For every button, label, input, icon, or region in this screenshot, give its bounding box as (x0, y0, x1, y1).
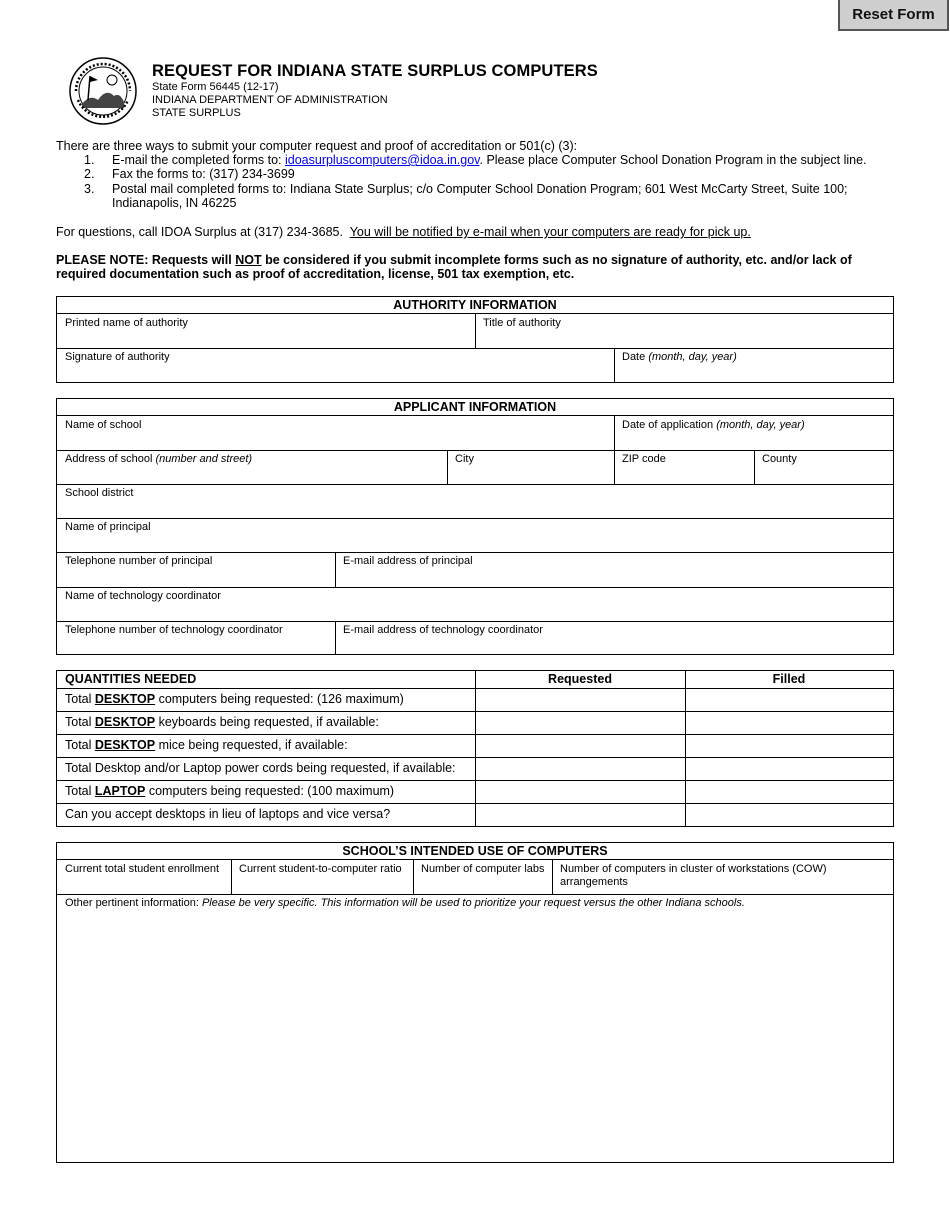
school-district-field[interactable]: School district (65, 487, 134, 499)
tech-coordinator-phone-field[interactable]: Telephone number of technology coordinator (65, 624, 283, 636)
principal-name-field[interactable]: Name of principal (65, 521, 151, 533)
intended-use-heading: SCHOOL’S INTENDED USE OF COMPUTERS (57, 843, 893, 860)
filled-desktop-computers-input[interactable] (686, 689, 893, 711)
school-address-field[interactable]: Address of school (number and street) (65, 453, 253, 465)
requested-accept-substitutes-input[interactable] (476, 804, 684, 826)
authority-section (56, 296, 894, 383)
instruction-fax: Fax the forms to: (317) 234-3699 (112, 167, 295, 181)
applicant-section (56, 398, 894, 655)
computer-labs-field[interactable]: Number of computer labs (421, 863, 545, 875)
requested-laptop-computers-input[interactable] (476, 781, 684, 803)
cow-computers-field[interactable]: Number of computers in cluster of workstations (COW) arrangements (560, 863, 827, 888)
school-name-field[interactable]: Name of school (65, 419, 142, 431)
please-note-line1: PLEASE NOTE: Requests will NOT be considered if you submit incomplete forms such as no signature of authority, etc. and/or lack of (56, 253, 852, 267)
department-name: INDIANA DEPARTMENT OF ADMINISTRATION (152, 94, 388, 106)
authority-heading: AUTHORITY INFORMATION (57, 297, 893, 314)
quantities-table (56, 670, 894, 827)
quantity-row-desktop-computers: Total DESKTOP computers being requested: (126 maximum) (65, 692, 404, 706)
intended-use-section (56, 842, 894, 1163)
instruction-mail-line1: Postal mail completed forms to: Indiana State Surplus; c/o Computer School Donation Program; 601 West McCarty Street, Suite 100; (112, 182, 848, 196)
instruction-mail-line2: Indianapolis, IN 46225 (112, 196, 237, 210)
quantity-row-laptop-computers: Total LAPTOP computers being requested: (100 maximum) (65, 784, 395, 798)
reset-form-button[interactable]: Reset Form (838, 0, 949, 31)
authority-date-field[interactable]: Date (month, day, year) (622, 351, 737, 363)
other-information-textarea[interactable]: Other pertinent information: Please be very specific. This information will be used to prioritize your request versus the other Indiana schools. (65, 897, 745, 909)
quantities-heading: QUANTITIES NEEDED (65, 672, 197, 686)
requested-desktop-computers-input[interactable] (476, 689, 684, 711)
questions-line: For questions, call IDOA Surplus at (317) 234-3685. You will be notified by e-mail when your computers are ready for pick up. (56, 225, 751, 239)
instruction-email: E-mail the completed forms to: idoasurpluscomputers@idoa.in.gov. Please place Computer School Donation Program in the subject line. (112, 153, 867, 167)
tech-coordinator-email-field[interactable]: E-mail address of technology coordinator (343, 624, 543, 636)
county-field[interactable]: County (762, 453, 797, 465)
requested-power-cords-input[interactable] (476, 758, 684, 780)
requested-column-header: Requested (548, 672, 612, 686)
quantity-row-desktop-keyboards: Total DESKTOP keyboards being requested, if available: (65, 715, 379, 729)
title-field[interactable]: Title of authority (483, 317, 561, 329)
please-note-line2: required documentation such as proof of accreditation, license, 501 tax exemption, etc. (56, 267, 575, 281)
quantity-row-power-cords: Total Desktop and/or Laptop power cords being requested, if available: (65, 761, 456, 775)
principal-email-field[interactable]: E-mail address of principal (343, 555, 473, 567)
indiana-state-seal (68, 56, 138, 126)
form-number: State Form 56445 (12-17) (152, 81, 279, 93)
requested-desktop-mice-input[interactable] (476, 735, 684, 757)
zip-code-field[interactable]: ZIP code (622, 453, 666, 465)
signature-field[interactable]: Signature of authority (65, 351, 170, 363)
quantity-row-accept-substitutes: Can you accept desktops in lieu of laptops and vice versa? (65, 807, 391, 821)
filled-laptop-computers-input[interactable] (686, 781, 893, 803)
student-enrollment-field[interactable]: Current total student enrollment (65, 863, 220, 875)
quantity-row-desktop-mice: Total DESKTOP mice being requested, if available: (65, 738, 348, 752)
division-name: STATE SURPLUS (152, 107, 241, 119)
student-computer-ratio-field[interactable]: Current student-to-computer ratio (239, 863, 402, 875)
filled-desktop-keyboards-input[interactable] (686, 712, 893, 734)
tech-coordinator-name-field[interactable]: Name of technology coordinator (65, 590, 221, 602)
city-field[interactable]: City (455, 453, 474, 465)
application-date-field[interactable]: Date of application (month, day, year) (622, 419, 805, 431)
filled-column-header: Filled (772, 672, 806, 686)
list-number-1: 1. (84, 153, 95, 167)
applicant-heading: APPLICANT INFORMATION (57, 399, 893, 416)
form-title: REQUEST FOR INDIANA STATE SURPLUS COMPUTERS (152, 62, 598, 80)
list-number-3: 3. (84, 182, 95, 196)
principal-phone-field[interactable]: Telephone number of principal (65, 555, 213, 567)
email-link[interactable]: idoasurpluscomputers@idoa.in.gov (284, 153, 480, 167)
filled-accept-substitutes-input[interactable] (686, 804, 893, 826)
requested-desktop-keyboards-input[interactable] (476, 712, 684, 734)
filled-power-cords-input[interactable] (686, 758, 893, 780)
list-number-2: 2. (84, 167, 95, 181)
filled-desktop-mice-input[interactable] (686, 735, 893, 757)
instructions-intro: There are three ways to submit your computer request and proof of accreditation or 501(c) (3): (56, 139, 578, 153)
printed-name-field[interactable]: Printed name of authority (65, 317, 188, 329)
